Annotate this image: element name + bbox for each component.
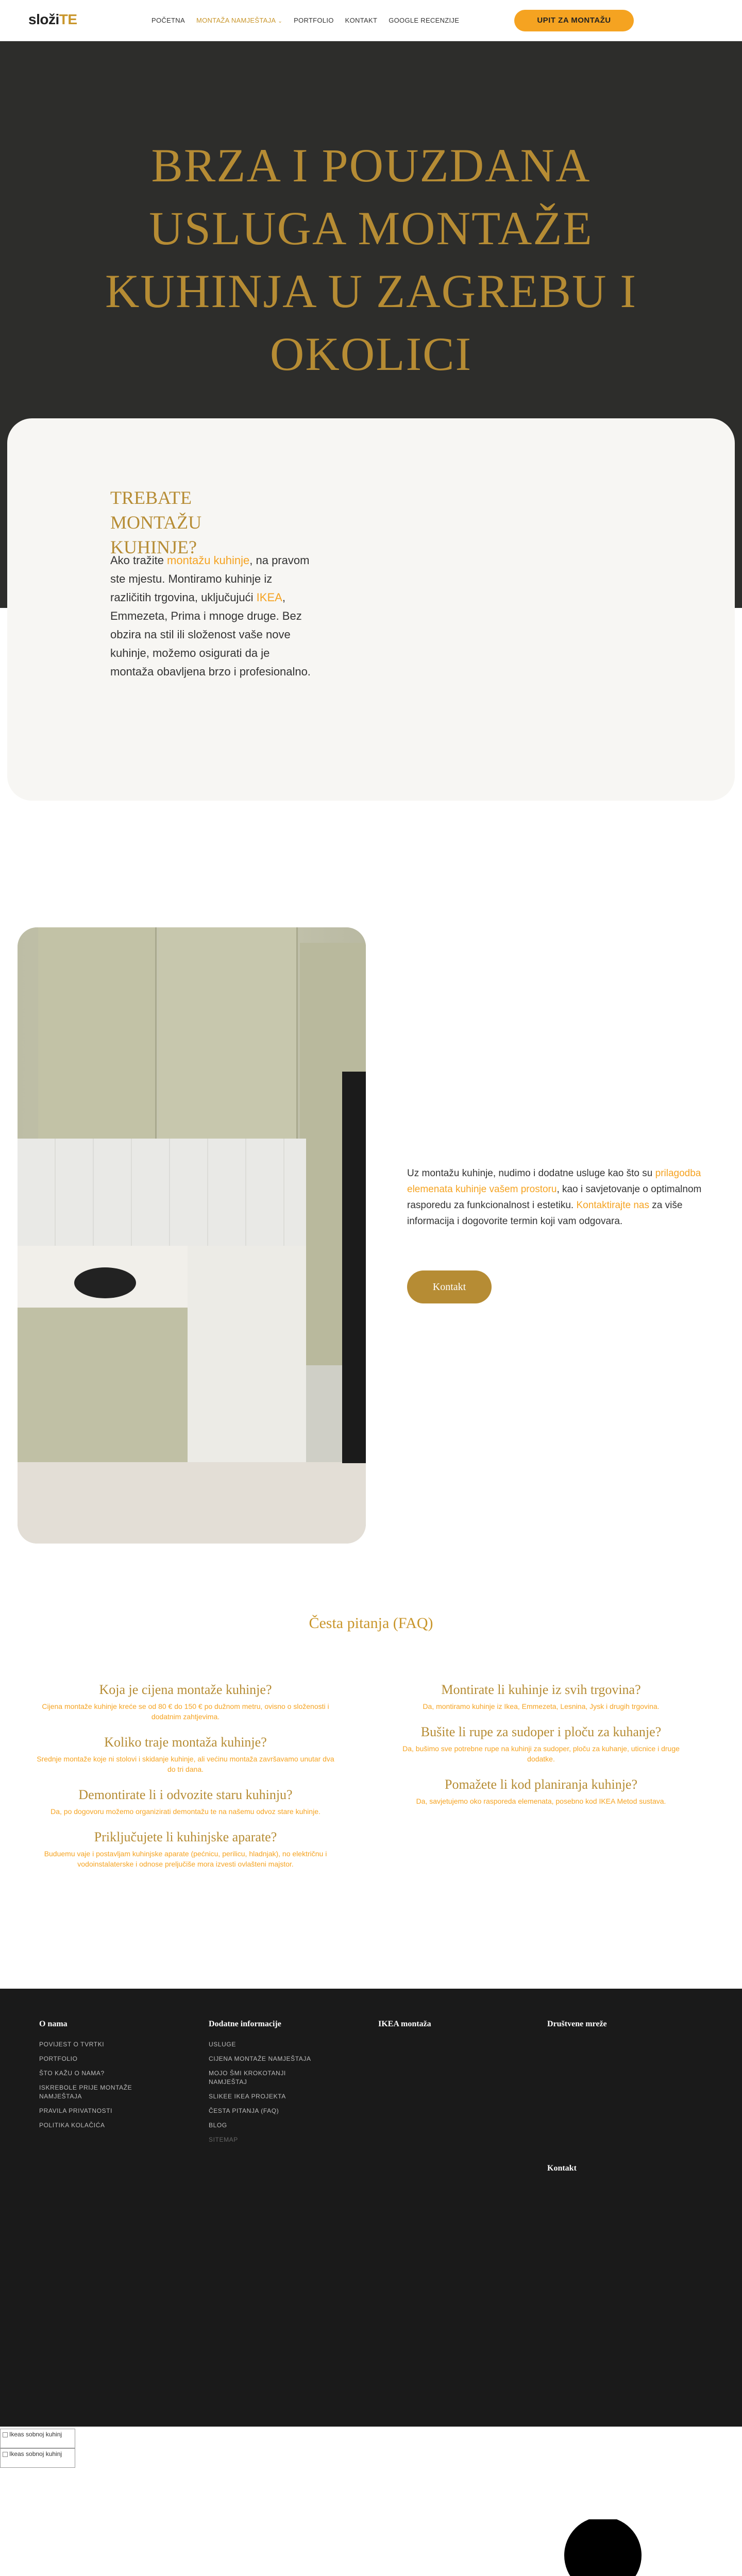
photo-fridge <box>342 1072 366 1463</box>
main-nav <box>146 16 465 24</box>
faq-question: Priključujete li kuhinjske aparate? <box>94 1829 277 1844</box>
kitchen-photo <box>18 927 366 1544</box>
faq-question: Bušite li rupe za sudoper i ploču za kuhanje? <box>420 1724 662 1739</box>
ikea-link[interactable]: IKEA <box>256 591 282 604</box>
chevron-down-icon: ⌄ <box>278 19 283 24</box>
nav-item-kontakt[interactable]: KONTAKT <box>345 16 378 24</box>
footer-heading-kontakt: Kontakt <box>547 2164 577 2173</box>
site-header <box>0 0 742 41</box>
kontakt-button[interactable]: Kontakt <box>407 1270 492 1303</box>
broken-image-alt: Ikeas sobnoj kuhinj <box>9 2431 62 2438</box>
faq-item[interactable] <box>381 1723 701 1764</box>
upit-za-montazu-button[interactable]: UPIT ZA MONTAŽU <box>514 10 634 31</box>
footer-col-ikea-montaza <box>378 2020 522 2040</box>
kitchen-text-part: Uz montažu kuhinje, nudimo i dodatne usluge kao što su <box>407 1168 655 1179</box>
faq-answer: Buduemu vaje i postavljam kuhinjske aparate (pećnicu, perilicu, hladnjak), no električnu i vodoinstalaterske i odnose preljučiše mora izvesti ovlašteni majstor. <box>44 1850 327 1868</box>
faq-right-column <box>381 1681 701 1818</box>
intro-text <box>110 551 311 681</box>
footer-link[interactable]: POVIJEST O TVRTKI <box>39 2041 105 2048</box>
footer-link[interactable]: MOJO ŠMI KROKOTANJI NAMJEŠTAJ <box>209 2070 286 2086</box>
intro-card <box>7 418 735 801</box>
footer-link[interactable]: PRAVILA PRIVATNOSTI <box>39 2107 113 2114</box>
faq-item[interactable] <box>381 1775 701 1806</box>
footer-link[interactable]: CIJENA MONTAŽE NAMJEŠTAJA <box>209 2055 311 2062</box>
hero-title: BRZA I POUZDANA USLUGA MONTAŽE KUHINJA U ZAGREBU I OKOLICI <box>105 139 637 380</box>
broken-image <box>0 2448 75 2468</box>
faq-answer: Da, montiramo kuhinje iz Ikea, Emmezeta, Lesnina, Jysk i drugih trgovina. <box>423 1702 660 1710</box>
faq-question: Demontirate li i odvozite staru kuhinju? <box>78 1787 293 1802</box>
footer-heading: Društvene mreže <box>547 2020 607 2028</box>
nav-item-google-recenzije[interactable]: GOOGLE RECENZIJE <box>389 16 460 24</box>
photo-floor <box>18 1462 366 1544</box>
faq-question: Koja je cijena montaže kuhinje? <box>99 1682 272 1697</box>
faq-answer: Srednje montaže koje ni stolovi i skidanje kuhinje, ali većinu montaža završavamo unutar dva do tri dana. <box>37 1755 334 1773</box>
faq-item[interactable] <box>381 1681 701 1711</box>
photo-cabinet <box>159 927 298 1139</box>
footer-link[interactable]: PORTFOLIO <box>39 2055 78 2062</box>
footer-link[interactable]: SLIKEE IKEA PROJEKTA <box>209 2093 286 2100</box>
faq-answer: Da, po dogovoru možemo organizirati demontažu te na našemu odvoz stare kuhinje. <box>50 1807 321 1816</box>
montaza-kuhinje-link[interactable]: montažu kuhinje <box>167 554 250 567</box>
intro-text-part: , na pravom ste mjestu. Montiramo kuhinje iz različitih trgovina, uključujući <box>110 554 310 604</box>
logo-main: složi <box>28 11 59 27</box>
nav-item-portfolio[interactable]: PORTFOLIO <box>294 16 334 24</box>
faq-item[interactable] <box>26 1786 345 1817</box>
kitchen-text <box>407 1165 721 1229</box>
photo-base-cabinet <box>18 1308 188 1462</box>
broken-image <box>0 2429 75 2448</box>
footer-heading: O nama <box>39 2020 68 2028</box>
faq-answer: Da, savjetujemo oko rasporeda elemenata, posebno kod IKEA Metod sustava. <box>416 1797 666 1805</box>
footer-heading: IKEA montaža <box>378 2020 431 2028</box>
broken-image-icon <box>3 2452 8 2457</box>
logo[interactable] <box>28 11 77 28</box>
broken-image-icon <box>3 2432 8 2437</box>
footer-link[interactable]: ČESTA PITANJA (FAQ) <box>209 2107 279 2114</box>
site-footer <box>0 1989 742 2427</box>
kitchen-text-part: , kao i savjetovanje o optimalnom rasporedu za funkcionalnost i estetiku. <box>407 1184 702 1211</box>
footer-link[interactable]: POLITIKA KOLAČIĆA <box>39 2122 105 2129</box>
faq-item[interactable] <box>26 1681 345 1722</box>
faq-question: Koliko traje montaža kuhinje? <box>104 1735 267 1750</box>
intro-text-part: Ako tražite <box>110 554 167 567</box>
broken-image-alt: Ikeas sobnoj kuhinj <box>9 2450 62 2458</box>
photo-cabinet <box>38 927 157 1139</box>
footer-heading: Dodatne informacije <box>209 2020 281 2028</box>
kontaktirajte-link[interactable]: Kontaktirajte nas <box>576 1200 649 1211</box>
faq-left-column <box>26 1681 345 1880</box>
faq-title: Česta pitanja (FAQ) <box>309 1615 433 1632</box>
intro-text-part: , Emmezeta, Prima i mnoge druge. Bez obzira na stil ili složenost vaše nove kuhinje, možemo osigurati da je montaža obavljena brzo i profesionalno. <box>110 591 311 678</box>
faq-question: Montirate li kuhinje iz svih trgovina? <box>441 1682 641 1697</box>
cookie-icon[interactable] <box>0 2519 742 2576</box>
footer-col-o-nama <box>39 2020 183 2136</box>
faq-item[interactable] <box>26 1828 345 1869</box>
faq-item[interactable] <box>26 1733 345 1774</box>
footer-col-dodatne-informacije <box>209 2020 353 2150</box>
footer-link[interactable]: SITEMAP <box>209 2136 238 2143</box>
footer-link[interactable]: BLOG <box>209 2122 227 2129</box>
kitchen-text-part: za više informacija i dogovorite termin koji vam odgovara. <box>407 1200 683 1227</box>
intro-title: TREBATE MONTAŽU KUHINJE? <box>110 487 202 557</box>
photo-backsplash <box>18 1139 306 1252</box>
faq-question: Pomažete li kod planiranja kuhinje? <box>445 1777 637 1792</box>
footer-link[interactable]: ŠTO KAŽU O NAMA? <box>39 2070 105 2077</box>
nav-item-label: MONTAŽA NAMJEŠTAJA <box>196 16 276 24</box>
footer-col-drustvene-mreze <box>547 2020 692 2040</box>
footer-link[interactable]: USLUGE <box>209 2041 236 2048</box>
logo-accent: TE <box>59 11 77 27</box>
nav-item-pocetna[interactable]: POČETNA <box>151 16 185 24</box>
footer-link[interactable]: ISKREBOLE PRIJE MONTAŽE NAMJEŠTAJA <box>39 2084 132 2100</box>
prilagodba-link[interactable]: prilagodba elemenata kuhinje vašem prostoru <box>407 1168 701 1195</box>
photo-sink <box>74 1267 136 1298</box>
faq-answer: Cijena montaže kuhinje kreće se od 80 € do 150 € po dužnom metru, ovisno o složenosti i dodatnim zahtjevima. <box>42 1702 329 1721</box>
faq-answer: Da, bušimo sve potrebne rupe na kuhinji za sudoper, ploču za kuhanje, uticnice i druge dodatke. <box>402 1744 680 1763</box>
nav-item-montaza-namjestaja[interactable] <box>191 16 288 24</box>
